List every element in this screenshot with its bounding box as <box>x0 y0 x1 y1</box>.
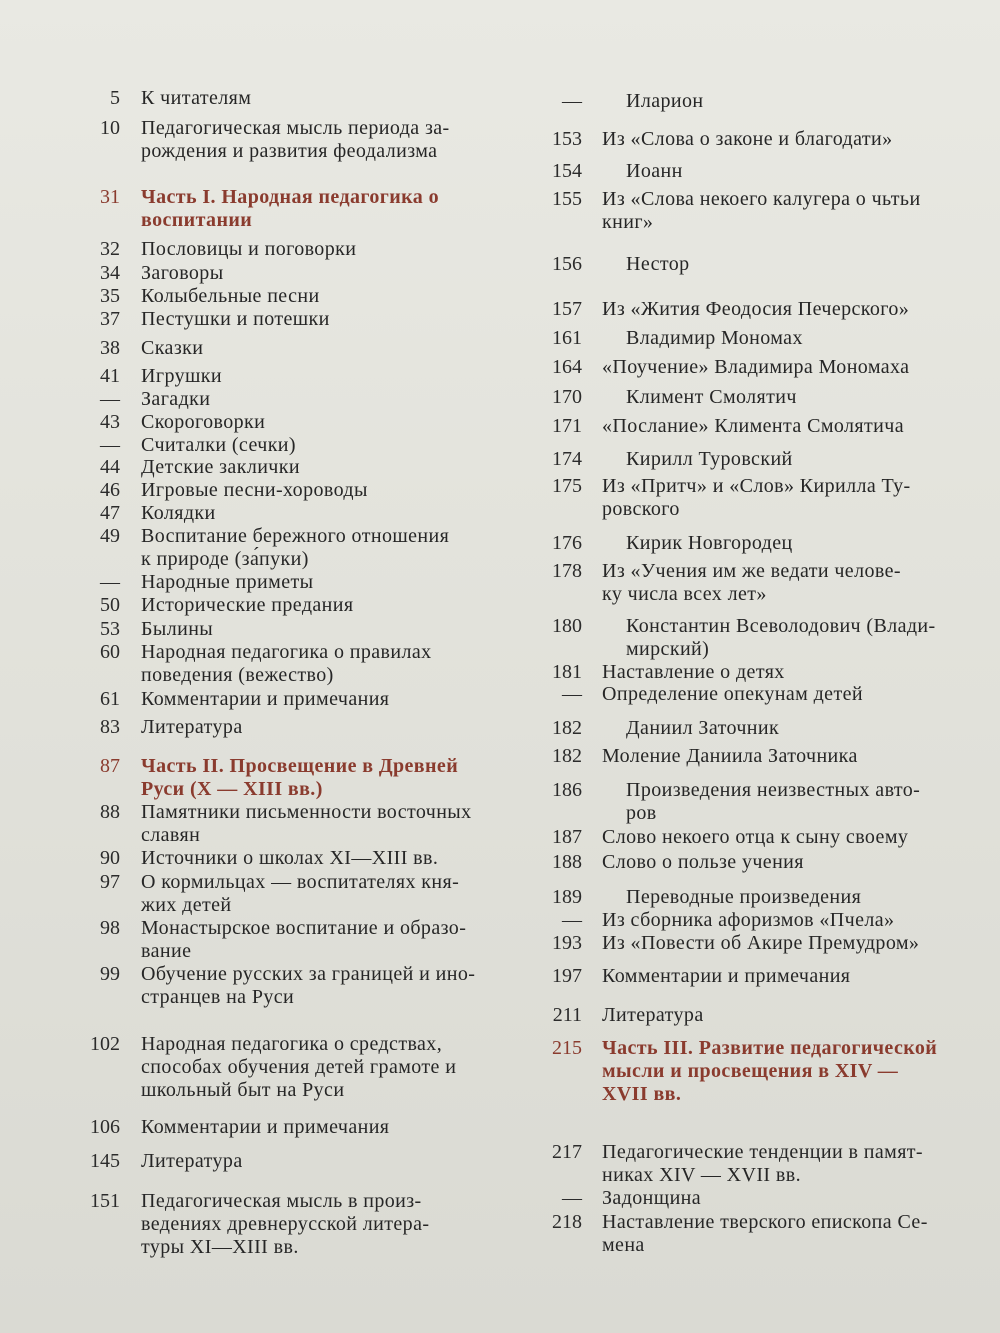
toc-entry-line: Из «Повести об Акире Премудром» <box>602 932 920 954</box>
toc-page-number: 156 <box>552 253 582 275</box>
toc-entry-title <box>602 298 992 321</box>
toc-entry-line: вание <box>141 940 192 962</box>
toc-entry-title <box>141 388 513 411</box>
toc-page-number: 178 <box>552 560 582 582</box>
toc-page-number: 215 <box>552 1037 582 1059</box>
toc-entry-title <box>602 415 992 438</box>
toc-part-heading <box>602 1037 992 1106</box>
toc-entry-title <box>141 365 513 388</box>
toc-entry-line: Народные приметы <box>141 571 314 593</box>
toc-entry-line: Народная педагогика о правилах <box>141 641 432 663</box>
toc-page-number: 182 <box>552 745 582 767</box>
toc-entry-line: Из «Жития Феодосия Печерского» <box>602 298 910 320</box>
toc-entry-line: туры XI—XIII вв. <box>141 1236 299 1258</box>
toc-entry-line: ровского <box>602 498 680 520</box>
toc-entry-title <box>626 90 986 113</box>
toc-page-number: 31 <box>100 186 120 208</box>
toc-entry-line: ведениях древнерусской литера- <box>141 1213 430 1235</box>
toc-entry-line: Климент Смолятич <box>626 386 797 408</box>
toc-entry-line: Даниил Заточник <box>626 717 780 739</box>
toc-entry-title <box>141 963 513 1009</box>
toc-entry-line: Монастырское воспитание и образо- <box>141 917 467 939</box>
toc-entry-line: «Поучение» Владимира Мономаха <box>602 356 910 378</box>
toc-entry-title <box>602 356 992 379</box>
toc-entry-line: Произведения неизвестных авто- <box>626 779 921 801</box>
toc-entry-line: Кирилл Туровский <box>626 448 793 470</box>
toc-entry-line: Педагогическая мысль в произ- <box>141 1190 422 1212</box>
toc-entry-line: «Послание» Климента Смолятича <box>602 415 904 437</box>
toc-page-number: 32 <box>100 238 120 260</box>
toc-entry-line: Часть III. Развитие педагогической <box>602 1037 938 1059</box>
toc-page-number: 170 <box>552 386 582 408</box>
toc-entry-title <box>602 560 992 606</box>
toc-page-number: 99 <box>100 963 120 985</box>
toc-entry-line: Загадки <box>141 388 211 410</box>
toc-page-number: 186 <box>552 779 582 801</box>
toc-entry-line: Из «Слова некоего калугера о чьтьи <box>602 188 921 210</box>
toc-page-number: 50 <box>100 594 120 616</box>
toc-entry-line: никах XIV — XVII вв. <box>602 1164 801 1186</box>
toc-entry-title <box>602 932 992 955</box>
toc-entry-title <box>626 532 986 555</box>
toc-page-number: 90 <box>100 847 120 869</box>
toc-entry-title <box>141 337 513 360</box>
toc-entry-line: мена <box>602 1234 645 1256</box>
toc-entry-title <box>141 87 513 110</box>
toc-entry-line: рождения и развития феодализма <box>141 140 438 162</box>
toc-page-number: 34 <box>100 262 120 284</box>
toc-page-number: 164 <box>552 356 582 378</box>
toc-entry-title <box>141 117 513 163</box>
toc-entry-line: способах обучения детей грамоте и <box>141 1056 457 1078</box>
toc-entry-line: Сказки <box>141 337 204 359</box>
toc-page-number: 44 <box>100 456 120 478</box>
toc-page-number: 43 <box>100 411 120 433</box>
toc-entry-title <box>626 779 986 825</box>
toc-entry-line: Колядки <box>141 502 216 524</box>
toc-entry-line: Иларион <box>626 90 704 112</box>
toc-entry-line: Определение опекунам детей <box>602 683 863 705</box>
toc-entry-title <box>626 253 986 276</box>
toc-entry-line: Былины <box>141 618 214 640</box>
toc-entry-title <box>602 1004 992 1027</box>
toc-entry-line: К читателям <box>141 87 252 109</box>
toc-entry-title <box>141 594 513 617</box>
toc-entry-line: поведения (вежество) <box>141 664 334 686</box>
toc-entry-line: Пословицы и поговорки <box>141 238 357 260</box>
toc-entry-line: Игровые песни-хороводы <box>141 479 368 501</box>
toc-entry-line: Константин Всеволодович (Влади- <box>626 615 936 637</box>
toc-entry-title <box>141 1150 513 1173</box>
toc-page-number: 37 <box>100 308 120 330</box>
toc-page-number: 180 <box>552 615 582 637</box>
toc-entry-line: Заговоры <box>141 262 224 284</box>
toc-entry-title <box>141 1116 513 1139</box>
toc-entry-title <box>626 386 986 409</box>
toc-entry-title <box>141 688 513 711</box>
toc-entry-title <box>141 479 513 502</box>
toc-page-number: 211 <box>552 1004 582 1026</box>
toc-page-number: 171 <box>552 415 582 437</box>
toc-entry-title <box>141 1033 513 1102</box>
toc-page-number: 106 <box>90 1116 120 1138</box>
toc-page-number: 38 <box>100 337 120 359</box>
toc-entry-line: Часть I. Народная педагогика о <box>141 186 439 208</box>
toc-entry-line: Слово о пользе учения <box>602 851 804 873</box>
toc-entry-title <box>141 285 513 308</box>
toc-page-number: 151 <box>90 1190 120 1212</box>
toc-entry-title <box>141 871 513 917</box>
toc-entry-line: Комментарии и примечания <box>141 1116 390 1138</box>
toc-page-number: 53 <box>100 618 120 640</box>
toc-page-number: 46 <box>100 479 120 501</box>
toc-entry-line: Из «Учения им же ведати челове- <box>602 560 901 582</box>
toc-entry-line: Часть II. Просвещение в Древней <box>141 755 459 777</box>
toc-entry-title <box>141 641 513 687</box>
toc-page-number: 218 <box>552 1211 582 1233</box>
toc-entry-line: ку числа всех лет» <box>602 583 767 605</box>
toc-entry-line: Пестушки и потешки <box>141 308 330 330</box>
toc-entry-line: Наставление о детях <box>602 661 785 683</box>
toc-entry-title <box>141 456 513 479</box>
toc-page-number: 88 <box>100 801 120 823</box>
toc-page-number: — <box>100 434 120 456</box>
toc-entry-line: мирский) <box>626 638 710 660</box>
toc-page-number: 188 <box>552 851 582 873</box>
toc-page-number: 102 <box>90 1033 120 1055</box>
toc-entry-title <box>141 571 513 594</box>
toc-entry-line: Детские заклички <box>141 456 300 478</box>
toc-entry-line: Литература <box>602 1004 704 1026</box>
toc-page-number: 176 <box>552 532 582 554</box>
toc-entry-line: Воспитание бережного отношения <box>141 525 450 547</box>
toc-entry-title <box>141 411 513 434</box>
toc-entry-title <box>602 851 992 874</box>
toc-entry-line: Педагогическая мысль периода за- <box>141 117 450 139</box>
toc-entry-title <box>626 327 986 350</box>
toc-page-number: — <box>562 1187 582 1209</box>
toc-page-number: 35 <box>100 285 120 307</box>
toc-entry-title <box>626 160 986 183</box>
toc-entry-line: Переводные произведения <box>626 886 862 908</box>
toc-entry-title <box>602 1211 992 1257</box>
toc-part-heading <box>141 186 513 232</box>
toc-entry-title <box>602 661 992 684</box>
toc-entry-line: Моление Даниила Заточника <box>602 745 858 767</box>
toc-page-number: — <box>562 90 582 112</box>
toc-entry-title <box>141 502 513 525</box>
toc-entry-title <box>626 448 986 471</box>
toc-entry-line: Задонщина <box>602 1187 702 1209</box>
toc-page-number: 193 <box>552 932 582 954</box>
toc-page-number: 41 <box>100 365 120 387</box>
toc-page-number: 5 <box>110 87 120 109</box>
toc-entry-title <box>141 1190 513 1259</box>
toc-entry-line: воспитании <box>141 209 253 231</box>
toc-page-number: 98 <box>100 917 120 939</box>
toc-page-number: 49 <box>100 525 120 547</box>
toc-page-number: 217 <box>552 1141 582 1163</box>
toc-entry-title <box>141 618 513 641</box>
toc-entry-line: школьный быт на Руси <box>141 1079 345 1101</box>
toc-entry-title <box>141 525 513 571</box>
toc-entry-title <box>602 128 992 151</box>
toc-entry-line: странцев на Руси <box>141 986 295 1008</box>
toc-page-number: 154 <box>552 160 582 182</box>
toc-entry-line: Кирик Новгородец <box>626 532 793 554</box>
toc-page-number: — <box>100 388 120 410</box>
toc-entry-title <box>141 262 513 285</box>
toc-entry-title <box>626 717 986 740</box>
toc-entry-title <box>602 965 992 988</box>
toc-part-heading <box>141 755 513 801</box>
toc-entry-line: Педагогические тенденции в памят- <box>602 1141 923 1163</box>
toc-page-number: 187 <box>552 826 582 848</box>
toc-entry-title <box>141 308 513 331</box>
toc-entry-line: Исторические предания <box>141 594 354 616</box>
toc-page-number: — <box>562 683 582 705</box>
toc-entry-line: Колыбельные песни <box>141 285 320 307</box>
toc-entry-line: Комментарии и примечания <box>602 965 851 987</box>
toc-entry-title <box>141 716 513 739</box>
toc-page-number: 153 <box>552 128 582 150</box>
toc-entry-line: XVII вв. <box>602 1083 682 1105</box>
toc-page-number: 157 <box>552 298 582 320</box>
toc-entry-line: Иоанн <box>626 160 683 182</box>
toc-entry-title <box>141 238 513 261</box>
toc-entry-title <box>626 886 986 909</box>
toc-entry-line: Слово некоего отца к сыну своему <box>602 826 909 848</box>
toc-page-number: 174 <box>552 448 582 470</box>
toc-page-number: 161 <box>552 327 582 349</box>
toc-entry-title <box>602 1141 992 1187</box>
toc-page-number: 189 <box>552 886 582 908</box>
toc-entry-title <box>602 188 992 234</box>
toc-page-number: 97 <box>100 871 120 893</box>
toc-entry-line: Наставление тверского епископа Се- <box>602 1211 928 1233</box>
toc-page-number: 145 <box>90 1150 120 1172</box>
toc-entry-title <box>602 683 992 706</box>
toc-entry-line: Считалки (сечки) <box>141 434 296 456</box>
toc-entry-title <box>602 745 992 768</box>
toc-entry-line: Литература <box>141 1150 243 1172</box>
toc-entry-line: Обучение русских за границей и ино- <box>141 963 476 985</box>
toc-entry-title <box>141 801 513 847</box>
toc-page-number: 60 <box>100 641 120 663</box>
toc-page-number: 61 <box>100 688 120 710</box>
toc-entry-title <box>141 917 513 963</box>
toc-entry-line: ров <box>626 802 657 824</box>
toc-entry-line: Скороговорки <box>141 411 266 433</box>
toc-entry-title <box>141 847 513 870</box>
toc-page-number: 47 <box>100 502 120 524</box>
toc-page-number: 175 <box>552 475 582 497</box>
toc-page-number: — <box>562 909 582 931</box>
toc-entry-title <box>141 434 513 457</box>
toc-entry-line: Нестор <box>626 253 690 275</box>
toc-entry-line: славян <box>141 824 201 846</box>
toc-entry-line: Из «Притч» и «Слов» Кирилла Ту- <box>602 475 911 497</box>
toc-entry-line: мысли и просвещения в XIV — <box>602 1060 899 1082</box>
toc-entry-title <box>602 475 992 521</box>
toc-entry-line: Игрушки <box>141 365 223 387</box>
toc-entry-title <box>626 615 986 661</box>
toc-entry-title <box>602 1187 992 1210</box>
toc-page-number: — <box>100 571 120 593</box>
toc-entry-line: Владимир Мономах <box>626 327 803 349</box>
toc-entry-line: Литература <box>141 716 243 738</box>
toc-page-number: 197 <box>552 965 582 987</box>
toc-entry-line: Памятники письменности восточных <box>141 801 472 823</box>
toc-entry-line: Комментарии и примечания <box>141 688 390 710</box>
toc-page-number: 181 <box>552 661 582 683</box>
toc-entry-title <box>602 826 992 849</box>
toc-page-number: 182 <box>552 717 582 739</box>
toc-page-number: 83 <box>100 716 120 738</box>
toc-page-number: 155 <box>552 188 582 210</box>
toc-entry-line: Руси (X — XIII вв.) <box>141 778 323 800</box>
toc-entry-title <box>602 909 992 932</box>
toc-entry-line: О кормильцах — воспитателях кня- <box>141 871 460 893</box>
toc-entry-line: Из «Слова о законе и благодати» <box>602 128 893 150</box>
toc-entry-line: жих детей <box>141 894 232 916</box>
toc-entry-line: к природе (за́пуки) <box>141 548 309 570</box>
toc-entry-line: Народная педагогика о средствах, <box>141 1033 443 1055</box>
toc-page-number: 87 <box>100 755 120 777</box>
toc-page-number: 10 <box>100 117 120 139</box>
toc-entry-line: Источники о школах XI—XIII вв. <box>141 847 439 869</box>
toc-entry-line: книг» <box>602 211 654 233</box>
toc-entry-line: Из сборника афоризмов «Пчела» <box>602 909 895 931</box>
